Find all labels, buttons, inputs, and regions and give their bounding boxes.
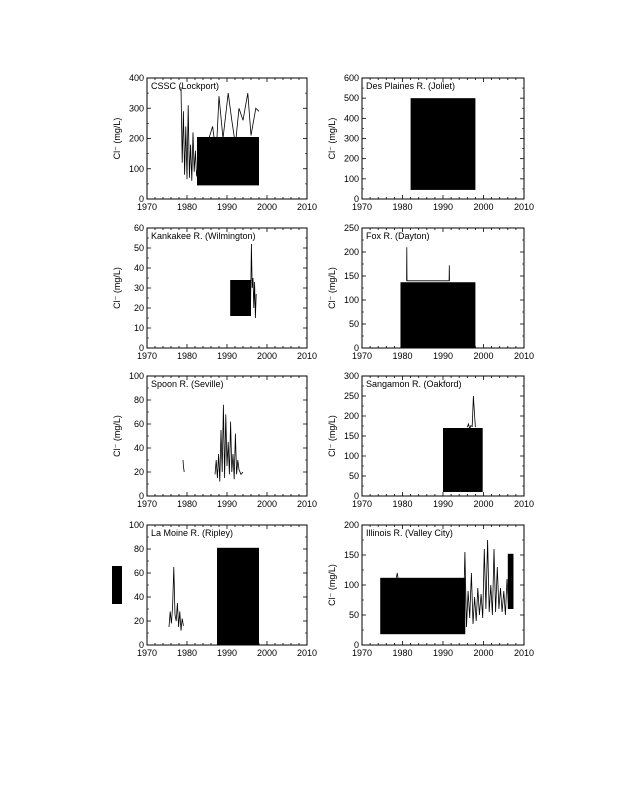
series-line bbox=[169, 567, 183, 631]
plot-frame bbox=[147, 376, 307, 496]
y-tick-label: 200 bbox=[343, 520, 359, 530]
panel-title: Spoon R. (Seville) bbox=[151, 379, 224, 389]
redaction-box bbox=[197, 137, 259, 185]
x-tick-label: 1970 bbox=[136, 648, 158, 658]
y-axis-label: Cl⁻ (mg/L) bbox=[112, 267, 122, 309]
y-axis-label: Cl⁻ (mg/L) bbox=[112, 415, 122, 457]
redaction-box bbox=[217, 548, 259, 645]
panel-6 bbox=[327, 371, 534, 509]
x-tick-label: 1980 bbox=[176, 351, 198, 361]
series-line bbox=[215, 405, 243, 482]
x-tick-label: 1990 bbox=[216, 202, 238, 212]
x-tick-label: 1980 bbox=[392, 351, 413, 361]
x-tick-label: 1980 bbox=[392, 648, 413, 658]
y-tick-label: 200 bbox=[128, 133, 144, 144]
y-tick-label: 0 bbox=[353, 343, 359, 353]
y-tick-label: 200 bbox=[343, 411, 359, 421]
y-tick-label: 0 bbox=[353, 194, 359, 204]
x-tick-label: 2000 bbox=[256, 351, 278, 361]
panel-2 bbox=[327, 73, 534, 212]
y-axis-label: Cl⁻ (mg/L) bbox=[327, 117, 337, 160]
panel-title: Des Plaines R. (Joliet) bbox=[366, 81, 456, 91]
panel-title: CSSC (Lockport) bbox=[151, 81, 220, 91]
y-tick-label: 50 bbox=[348, 319, 359, 329]
y-tick-label: 0 bbox=[138, 491, 144, 501]
y-tick-label: 200 bbox=[343, 247, 359, 257]
y-axis-label: Cl⁻ (mg/L) bbox=[327, 267, 337, 309]
y-tick-label: 150 bbox=[343, 550, 359, 560]
y-tick-label: 0 bbox=[138, 640, 144, 650]
y-tick-label: 300 bbox=[343, 133, 359, 144]
x-tick-label: 2000 bbox=[473, 499, 494, 509]
y-axis-label: Cl⁻ (mg/L) bbox=[327, 415, 337, 457]
y-tick-label: 40 bbox=[133, 592, 144, 602]
x-tick-label: 1980 bbox=[392, 202, 413, 212]
redaction-box bbox=[508, 554, 514, 609]
y-tick-label: 50 bbox=[348, 471, 359, 481]
series-line bbox=[463, 540, 510, 627]
y-tick-label: 50 bbox=[348, 610, 359, 620]
plot-frame bbox=[147, 228, 307, 348]
x-tick-label: 1970 bbox=[351, 351, 373, 361]
panel-title: La Moine R. (Ripley) bbox=[151, 528, 234, 538]
y-tick-label: 0 bbox=[353, 491, 359, 501]
x-tick-label: 1980 bbox=[176, 202, 198, 212]
redaction-box bbox=[230, 280, 251, 316]
x-tick-label: 1970 bbox=[351, 499, 373, 509]
x-tick-label: 1970 bbox=[136, 202, 158, 212]
panel-title: Illinois R. (Valley City) bbox=[366, 528, 453, 538]
x-tick-label: 2010 bbox=[513, 202, 535, 212]
x-tick-label: 1990 bbox=[432, 648, 454, 658]
y-tick-label: 200 bbox=[343, 153, 359, 164]
y-tick-label: 80 bbox=[133, 395, 144, 405]
series-line bbox=[467, 396, 475, 429]
x-tick-label: 1970 bbox=[351, 648, 373, 658]
redaction-box bbox=[380, 578, 465, 634]
y-tick-label: 30 bbox=[133, 283, 144, 293]
y-tick-label: 80 bbox=[133, 544, 144, 554]
y-tick-label: 20 bbox=[133, 303, 144, 313]
x-tick-label: 1970 bbox=[136, 351, 158, 361]
y-tick-label: 100 bbox=[128, 163, 144, 174]
x-tick-label: 1980 bbox=[176, 499, 198, 509]
panel-title: Sangamon R. (Oakford) bbox=[366, 379, 462, 389]
y-tick-label: 250 bbox=[343, 391, 359, 401]
panel-7 bbox=[129, 520, 317, 658]
y-tick-label: 600 bbox=[343, 73, 359, 83]
y-axis-label: Cl⁻ (mg/L) bbox=[327, 564, 337, 606]
y-tick-label: 300 bbox=[128, 103, 144, 114]
x-tick-label: 1990 bbox=[432, 499, 454, 509]
x-tick-label: 1990 bbox=[216, 351, 238, 361]
y-tick-label: 60 bbox=[133, 223, 144, 233]
y-tick-label: 400 bbox=[343, 113, 359, 124]
y-tick-label: 60 bbox=[133, 568, 144, 578]
x-tick-label: 2010 bbox=[296, 351, 318, 361]
y-tick-label: 100 bbox=[343, 173, 359, 184]
redaction-box-left bbox=[112, 566, 122, 604]
x-tick-label: 1990 bbox=[432, 351, 454, 361]
y-tick-label: 20 bbox=[133, 467, 144, 477]
y-axis-label: Cl⁻ (mg/L) bbox=[112, 117, 122, 160]
x-tick-label: 1990 bbox=[432, 202, 454, 212]
panel-1 bbox=[112, 73, 317, 212]
y-tick-label: 400 bbox=[128, 73, 144, 83]
series-line bbox=[407, 247, 450, 281]
y-tick-label: 50 bbox=[133, 243, 144, 253]
x-tick-label: 2010 bbox=[513, 499, 535, 509]
x-tick-label: 2000 bbox=[473, 648, 494, 658]
panel-4 bbox=[327, 223, 534, 361]
x-tick-label: 1990 bbox=[216, 648, 238, 658]
y-tick-label: 300 bbox=[343, 371, 359, 381]
redaction-box bbox=[443, 428, 483, 492]
x-tick-label: 1990 bbox=[216, 499, 238, 509]
y-tick-label: 60 bbox=[133, 419, 144, 429]
y-tick-label: 40 bbox=[133, 263, 144, 273]
x-tick-label: 2010 bbox=[513, 351, 535, 361]
y-tick-label: 0 bbox=[138, 194, 144, 204]
y-tick-label: 100 bbox=[343, 295, 359, 305]
y-tick-label: 0 bbox=[353, 640, 359, 650]
panel-5 bbox=[112, 371, 317, 509]
y-tick-label: 100 bbox=[128, 520, 144, 530]
x-tick-label: 2000 bbox=[473, 202, 494, 212]
y-tick-label: 150 bbox=[343, 431, 359, 441]
series-line bbox=[183, 460, 184, 472]
y-tick-label: 100 bbox=[128, 371, 144, 381]
y-tick-label: 150 bbox=[343, 271, 359, 281]
panel-title: Fox R. (Dayton) bbox=[366, 231, 430, 241]
x-tick-label: 2010 bbox=[513, 648, 535, 658]
y-tick-label: 20 bbox=[133, 616, 144, 626]
x-tick-label: 1980 bbox=[176, 648, 198, 658]
y-tick-label: 100 bbox=[343, 580, 359, 590]
x-tick-label: 2000 bbox=[256, 202, 278, 212]
series-line bbox=[396, 573, 398, 578]
redaction-box bbox=[411, 98, 476, 190]
y-tick-label: 0 bbox=[138, 343, 144, 353]
y-tick-label: 10 bbox=[133, 323, 144, 333]
x-tick-label: 1970 bbox=[351, 202, 373, 212]
x-tick-label: 1980 bbox=[392, 499, 413, 509]
x-tick-label: 2000 bbox=[473, 351, 494, 361]
redaction-box bbox=[400, 282, 475, 348]
panel-title: Kankakee R. (Wilmington) bbox=[151, 231, 256, 241]
y-tick-label: 500 bbox=[343, 93, 359, 104]
x-tick-label: 2000 bbox=[256, 648, 278, 658]
y-tick-label: 100 bbox=[343, 451, 359, 461]
x-tick-label: 2010 bbox=[296, 499, 318, 509]
x-tick-label: 2010 bbox=[296, 648, 318, 658]
x-tick-label: 2010 bbox=[296, 202, 318, 212]
y-tick-label: 40 bbox=[133, 443, 144, 453]
panel-3 bbox=[112, 223, 317, 361]
x-tick-label: 1970 bbox=[136, 499, 158, 509]
panel-8 bbox=[327, 520, 534, 658]
x-tick-label: 2000 bbox=[256, 499, 278, 509]
y-tick-label: 250 bbox=[343, 223, 359, 233]
